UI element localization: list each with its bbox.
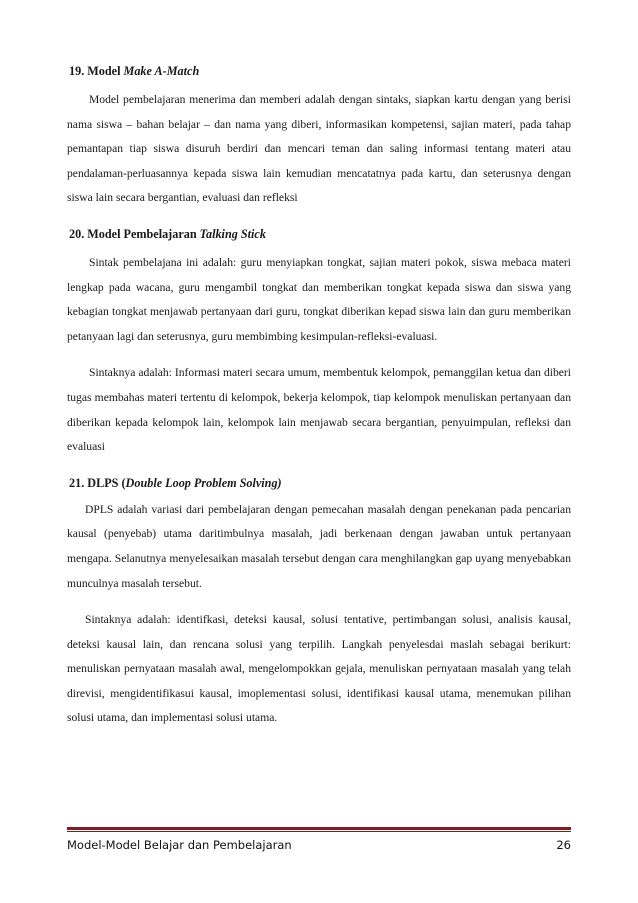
section-heading-21-text: 21. DLPS (	[69, 475, 126, 490]
section-20-paragraph-2: Sintaknya adalah: Informasi materi secara umum, membentuk kelompok, pemanggilan ketua dan diberi tugas membahas materi tertentu di kelompok, bekerja kelompok, tiap kelompok menuliskan pertanyaan dan diberikan kepada kelompok lain, kelompok lain menjawab secara bergantian, penyuimpulan, refleksi dan evaluasi	[67, 366, 571, 454]
section-21-paragraph-2: Sintaknya adalah: identifkasi, deteksi kausal, solusi tentative, pertimbangan solusi, analisis kausal, deteksi kausal lain, dan rencana solusi yang terpilih. Langkah penyelesdai maslah sebagai berikurt: menuliskan pernyataan masalah awal, mengelompokkan gejala, menuliskan pernyataan masalah yang telah direvisi, mengidentifikasui kausal, imoplementasi solusi, identifikasi kausal utama, menemukan pilihan solusi utama, dan implementasi solusi utama.	[67, 613, 571, 725]
footer-title: Model-Model Belajar dan Pembelajaran	[67, 838, 292, 852]
page-footer	[67, 838, 571, 852]
section-heading-21-italic: Double Loop Problem Solving)	[125, 475, 282, 490]
section-heading-21	[67, 474, 571, 492]
section-heading-20	[67, 225, 571, 243]
section-heading-19-italic: Make A-Match	[123, 64, 200, 78]
section-heading-20-text: 20. Model Pembelajaran	[69, 226, 200, 241]
section-20-paragraph-1: Sintak pembelajana ini adalah: guru menyiapkan tongkat, sajian materi pokok, siswa mebaca materi lengkap pada wacana, guru mengambil tongkat dan memberikan tongkat kepada siswa dan siswa yang kebagian tongkat menjawab pertanyaan dari guru, tongkat diberikan kepad siswa lain dan guru memberikan petanyaan lagi dan seterusnya, guru membimbing kesimpulan-refleksi-evaluasi.	[67, 255, 571, 343]
footer-rule-thick	[67, 827, 571, 830]
section-19-paragraph: Model pembelajaran menerima dan memberi adalah dengan sintaks, siapkan kartu dengan yang berisi nama siswa – bahan belajar – dan nama yang diberi, informasikan kompetensi, sajian materi, pada tahap pemantapan tiap siswa disuruh berdiri dan mencari teman dan saling informasi tentang materi atau pendalaman-perluasannya kepada siswa lain kemudian mencatatnya pada kartu, dan seterusnya dengan siswa lain secara bergantian, evaluasi dan refleksi	[67, 93, 571, 205]
page-number: 26	[556, 838, 571, 852]
footer-rule-thin	[67, 831, 571, 832]
section-heading-19-text: 19. Model	[69, 64, 124, 78]
page-content	[67, 62, 571, 731]
section-heading-20-italic: Talking Stick	[199, 226, 266, 241]
section-heading-19	[67, 62, 571, 80]
section-21-paragraph-1: DPLS adalah variasi dari pembelajaran dengan pemecahan masalah dengan penekanan pada pencarian kausal (penyebab) utama daritimbulnya masalah, jadi berkenaan dengan jawaban untuk pertanyaan mengapa. Selanutnya menyelesaikan masalah tersebut dengan cara menghilangkan gap uyang menyebabkan munculnya masalah tersebut.	[67, 502, 571, 590]
